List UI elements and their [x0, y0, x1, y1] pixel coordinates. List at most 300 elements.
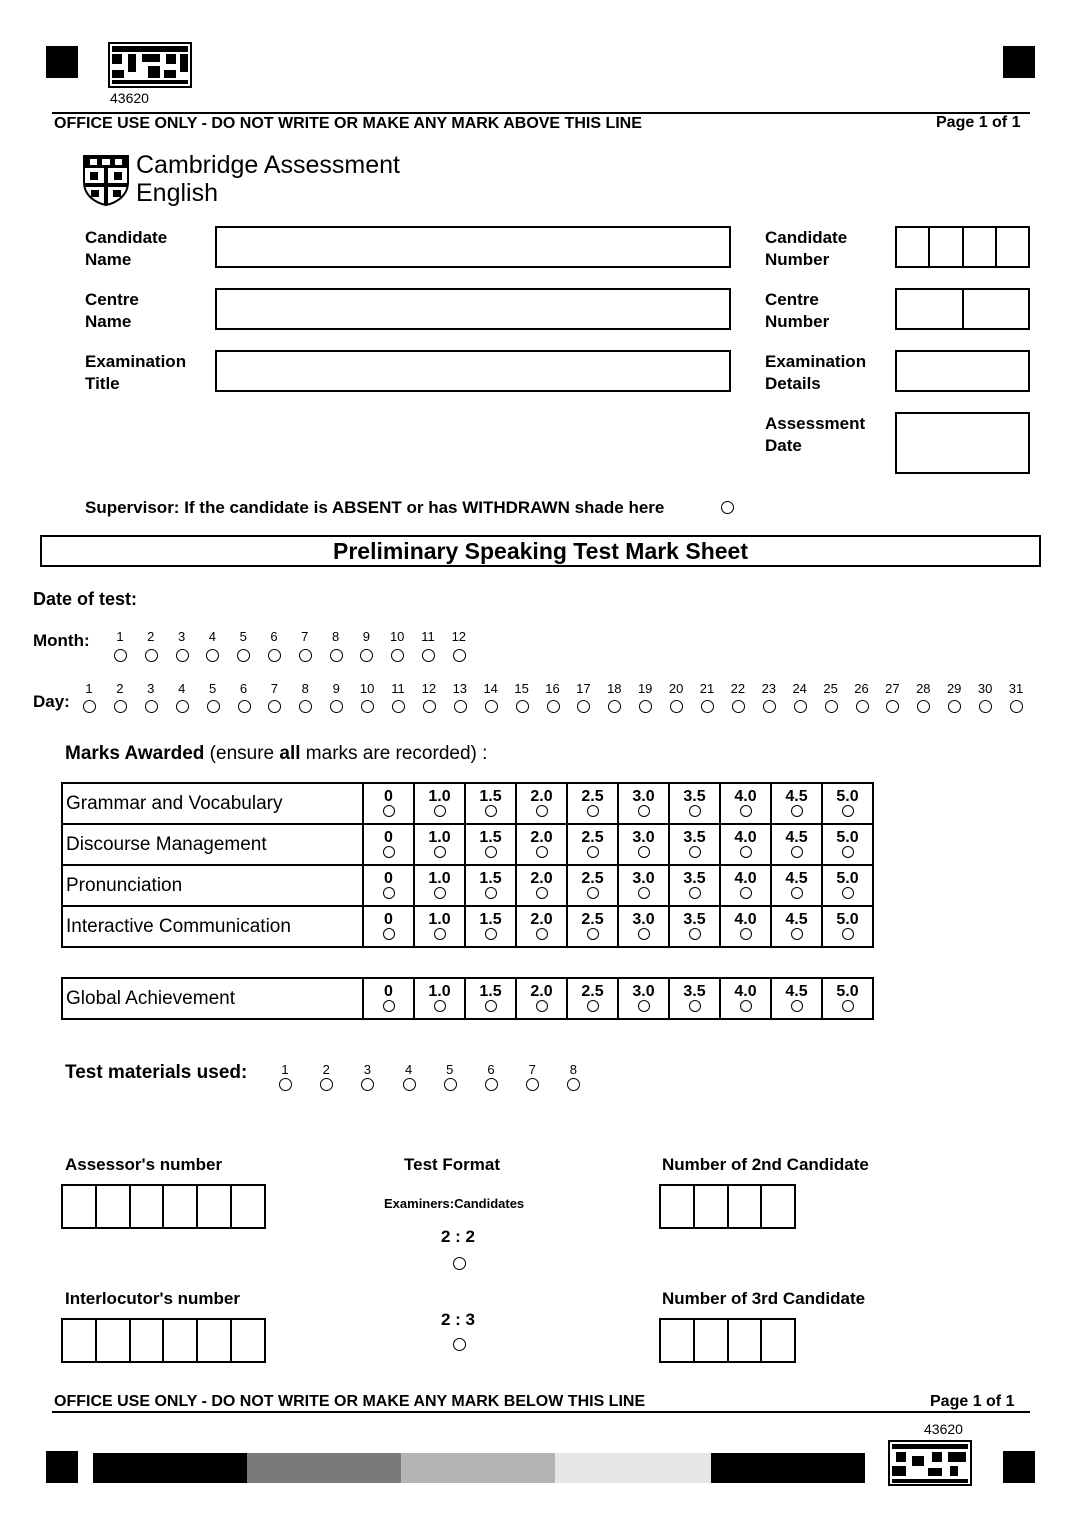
score-option[interactable] [567, 906, 618, 947]
score-option[interactable] [720, 824, 771, 865]
score-value: 5.0 [836, 983, 859, 1000]
score-option[interactable] [414, 978, 465, 1019]
score-option[interactable] [771, 865, 822, 906]
score-option[interactable] [414, 824, 465, 865]
global-achievement-row [62, 978, 873, 1019]
form-number-bottom: 43620 [924, 1421, 963, 1437]
score-bubble[interactable] [689, 846, 701, 858]
test-material-bubble[interactable] [444, 1078, 457, 1091]
candidate-name-label: Candidate Name [85, 228, 168, 269]
score-bubble[interactable] [485, 928, 497, 940]
day-bubble[interactable] [176, 700, 189, 713]
score-bubble[interactable] [689, 1000, 701, 1012]
score-bubble[interactable] [791, 887, 803, 899]
day-number: 14 [483, 681, 498, 696]
score-bubble[interactable] [689, 928, 701, 940]
candidate-name-field[interactable] [215, 226, 731, 268]
test-material-number: 5 [446, 1062, 454, 1077]
examiners-candidates-label: Examiners:Candidates [384, 1196, 525, 1211]
absent-withdrawn-bubble[interactable] [721, 501, 734, 514]
month-number: 3 [177, 629, 186, 644]
score-value: 1.0 [428, 788, 451, 805]
day-bubble[interactable] [299, 700, 312, 713]
score-bubble[interactable] [383, 928, 395, 940]
score-option[interactable] [414, 906, 465, 947]
score-value: 1.0 [428, 911, 451, 928]
day-number: 19 [637, 681, 653, 696]
score-bubble[interactable] [383, 846, 395, 858]
score-value: 2.0 [530, 983, 553, 1000]
score-option[interactable] [669, 906, 720, 947]
day-bubble[interactable] [917, 700, 930, 713]
score-value: 2.0 [530, 870, 553, 887]
score-bubble[interactable] [383, 805, 395, 817]
test-material-bubble[interactable] [279, 1078, 292, 1091]
top-office-line [52, 112, 1030, 114]
office-use-top-notice: OFFICE USE ONLY - DO NOT WRITE OR MAKE ANY MARK ABOVE THIS LINE [54, 115, 642, 132]
score-value: 3.5 [683, 983, 706, 1000]
day-number: 27 [885, 681, 900, 696]
score-option[interactable] [465, 824, 516, 865]
format-2-2-bubble[interactable] [453, 1257, 466, 1270]
score-option[interactable] [720, 906, 771, 947]
barcode-pattern-top [108, 42, 192, 88]
score-bubble[interactable] [791, 1000, 803, 1012]
score-option[interactable] [618, 783, 669, 824]
score-bubble[interactable] [842, 1000, 854, 1012]
score-value: 3.0 [632, 870, 655, 887]
score-bubble[interactable] [740, 1000, 752, 1012]
score-bubble[interactable] [689, 805, 701, 817]
day-number: 16 [545, 681, 560, 696]
score-option[interactable] [771, 906, 822, 947]
score-bubble[interactable] [689, 887, 701, 899]
day-number: 13 [452, 681, 468, 696]
logo-text-line1: Cambridge Assessment [136, 151, 401, 179]
third-candidate-number-field[interactable] [659, 1318, 796, 1363]
score-option[interactable] [414, 865, 465, 906]
day-number: 7 [270, 681, 278, 696]
score-value: 4.5 [785, 870, 808, 887]
score-option[interactable] [822, 824, 873, 865]
assessor-number-field[interactable] [61, 1184, 266, 1229]
score-option[interactable] [465, 783, 516, 824]
score-option[interactable] [618, 824, 669, 865]
day-bubble[interactable] [825, 700, 838, 713]
month-bubble[interactable] [268, 649, 281, 662]
test-material-number: 7 [528, 1062, 536, 1077]
bottom-office-line [52, 1411, 1030, 1413]
day-number: 6 [239, 681, 248, 696]
score-value: 4.5 [785, 911, 808, 928]
score-value: 2.5 [581, 788, 604, 805]
score-value: 3.0 [632, 911, 655, 928]
score-option[interactable] [618, 978, 669, 1019]
score-value: 2.0 [530, 788, 553, 805]
score-value: 3.5 [683, 829, 706, 846]
score-bubble[interactable] [587, 1000, 599, 1012]
score-option[interactable] [363, 824, 414, 865]
score-bubble[interactable] [791, 846, 803, 858]
score-bubble[interactable] [791, 805, 803, 817]
score-bubble[interactable] [587, 846, 599, 858]
global-achievement-table [61, 977, 874, 1020]
test-material-number: 6 [487, 1062, 495, 1077]
score-option[interactable] [822, 978, 873, 1019]
day-bubble[interactable] [979, 700, 992, 713]
day-number: 1 [85, 681, 93, 696]
criterion-label: Global Achievement [62, 978, 363, 1019]
criterion-row [62, 783, 873, 824]
examination-title-label: Examination Title [85, 352, 187, 393]
month-number: 5 [239, 629, 247, 644]
calibration-bar-black-2 [711, 1453, 865, 1483]
test-material-number: 3 [363, 1062, 371, 1077]
month-number: 1 [116, 629, 124, 644]
score-bubble[interactable] [638, 887, 650, 899]
day-number: 29 [946, 681, 962, 696]
score-option[interactable] [363, 865, 414, 906]
score-value: 3.5 [683, 911, 706, 928]
test-material-bubble[interactable] [526, 1078, 539, 1091]
assessment-date-field[interactable] [895, 412, 1030, 474]
candidate-number-field[interactable] [895, 226, 1030, 268]
score-option[interactable] [567, 783, 618, 824]
centre-number-field[interactable] [895, 288, 1030, 330]
score-option[interactable] [822, 906, 873, 947]
day-bubble[interactable] [268, 700, 281, 713]
examination-details-label: Examination Details [765, 352, 867, 393]
score-bubble[interactable] [587, 928, 599, 940]
score-value: 4.5 [785, 829, 808, 846]
month-number: 11 [421, 629, 435, 644]
score-bubble[interactable] [536, 1000, 548, 1012]
score-option[interactable] [720, 865, 771, 906]
day-number: 3 [147, 681, 155, 696]
day-number: 23 [761, 681, 777, 696]
third-candidate-label: Number of 3rd Candidate [662, 1289, 866, 1308]
month-bubble[interactable] [145, 649, 158, 662]
test-material-bubble[interactable] [320, 1078, 333, 1091]
score-option[interactable] [771, 783, 822, 824]
day-bubble[interactable] [547, 700, 560, 713]
day-number: 2 [116, 681, 124, 696]
cambridge-shield-icon [82, 154, 130, 206]
score-value: 1.5 [479, 829, 502, 846]
day-bubble[interactable] [670, 700, 683, 713]
day-bubble[interactable] [454, 700, 467, 713]
score-option[interactable] [516, 783, 567, 824]
score-value: 1.5 [479, 911, 502, 928]
score-bubble[interactable] [383, 887, 395, 899]
score-bubble[interactable] [485, 887, 497, 899]
score-value: 5.0 [836, 870, 859, 887]
day-bubble[interactable] [794, 700, 807, 713]
candidate-number-label: Candidate Number [765, 228, 848, 269]
criteria-marks-table [61, 782, 874, 948]
score-bubble[interactable] [434, 805, 446, 817]
score-option[interactable] [516, 978, 567, 1019]
calibration-bar-black-1 [93, 1453, 247, 1483]
registration-mark-bottom-left [46, 1451, 78, 1483]
score-option[interactable] [414, 783, 465, 824]
day-bubble[interactable] [886, 700, 899, 713]
score-bubble[interactable] [485, 805, 497, 817]
score-value: 4.5 [785, 788, 808, 805]
score-option[interactable] [720, 783, 771, 824]
score-option[interactable] [822, 865, 873, 906]
month-bubble[interactable] [422, 649, 435, 662]
assessor-number-label: Assessor's number [65, 1155, 223, 1174]
criterion-label: Grammar and Vocabulary [62, 783, 363, 824]
day-number: 28 [916, 681, 931, 696]
month-number: 4 [208, 629, 216, 644]
test-material-number: 8 [569, 1062, 577, 1077]
office-use-bottom-notice: OFFICE USE ONLY - DO NOT WRITE OR MAKE ANY MARK BELOW THIS LINE [54, 1393, 646, 1410]
test-material-bubble[interactable] [485, 1078, 498, 1091]
criterion-row [62, 824, 873, 865]
score-bubble[interactable] [842, 846, 854, 858]
day-bubble[interactable] [608, 700, 621, 713]
score-option[interactable] [567, 978, 618, 1019]
score-value: 0 [384, 983, 393, 1000]
day-bubble[interactable] [114, 700, 127, 713]
day-bubble[interactable] [701, 700, 714, 713]
test-material-bubble[interactable] [403, 1078, 416, 1091]
test-material-number: 1 [281, 1062, 289, 1077]
day-number: 30 [977, 681, 993, 696]
score-bubble[interactable] [842, 887, 854, 899]
form-number-top: 43620 [110, 90, 149, 106]
score-option[interactable] [516, 865, 567, 906]
score-bubble[interactable] [485, 1000, 497, 1012]
score-option[interactable] [465, 906, 516, 947]
month-bubble[interactable] [176, 649, 189, 662]
sheet-title: Preliminary Speaking Test Mark Sheet [40, 535, 1041, 567]
marks-awarded-heading: Marks Awarded (ensure all marks are recorded) : [65, 743, 488, 764]
score-option[interactable] [771, 824, 822, 865]
score-bubble[interactable] [383, 1000, 395, 1012]
score-option[interactable] [567, 824, 618, 865]
score-option[interactable] [669, 865, 720, 906]
day-bubble[interactable] [1010, 700, 1023, 713]
score-bubble[interactable] [638, 928, 650, 940]
score-value: 0 [384, 870, 393, 887]
day-number: 8 [301, 681, 309, 696]
score-bubble[interactable] [434, 887, 446, 899]
test-material-bubble[interactable] [361, 1078, 374, 1091]
month-number: 7 [301, 629, 309, 644]
score-bubble[interactable] [536, 887, 548, 899]
score-value: 2.0 [530, 829, 553, 846]
score-bubble[interactable] [536, 805, 548, 817]
score-option[interactable] [771, 978, 822, 1019]
score-bubble[interactable] [638, 846, 650, 858]
day-bubble[interactable] [732, 700, 745, 713]
score-option[interactable] [363, 978, 414, 1019]
score-option[interactable] [720, 978, 771, 1019]
day-bubble[interactable] [856, 700, 869, 713]
score-bubble[interactable] [485, 846, 497, 858]
test-material-number: 2 [322, 1062, 330, 1077]
day-bubble[interactable] [361, 700, 374, 713]
month-bubble[interactable] [237, 649, 250, 662]
score-bubble[interactable] [740, 846, 752, 858]
day-bubble[interactable] [577, 700, 590, 713]
month-number: 8 [331, 629, 340, 644]
score-option[interactable] [363, 783, 414, 824]
score-value: 1.5 [479, 870, 502, 887]
day-number: 5 [208, 681, 217, 696]
registration-mark-bottom-right [1003, 1451, 1035, 1483]
score-bubble[interactable] [434, 928, 446, 940]
day-number: 21 [699, 681, 715, 696]
score-value: 1.0 [428, 829, 451, 846]
score-value: 2.5 [581, 911, 604, 928]
score-bubble[interactable] [842, 805, 854, 817]
criterion-row [62, 865, 873, 906]
score-value: 5.0 [836, 788, 859, 805]
format-2-3-bubble[interactable] [453, 1338, 466, 1351]
test-material-bubble[interactable] [567, 1078, 580, 1091]
score-option[interactable] [669, 824, 720, 865]
score-option[interactable] [669, 978, 720, 1019]
day-bubble[interactable] [392, 700, 405, 713]
score-value: 0 [384, 829, 393, 846]
score-value: 0 [384, 911, 393, 928]
score-option[interactable] [363, 906, 414, 947]
score-option[interactable] [822, 783, 873, 824]
score-bubble[interactable] [740, 805, 752, 817]
second-candidate-number-field[interactable] [659, 1184, 796, 1229]
calibration-bar-mid-grey [401, 1453, 555, 1483]
day-bubble[interactable] [423, 700, 436, 713]
criterion-label: Discourse Management [62, 824, 363, 865]
month-bubble[interactable] [206, 649, 219, 662]
barcode-pattern-bottom [888, 1440, 972, 1486]
day-number: 25 [823, 681, 838, 696]
day-bubble[interactable] [238, 700, 251, 713]
page-indicator-bottom: Page 1 of 1 [930, 1393, 1015, 1410]
score-value: 3.0 [632, 983, 655, 1000]
day-number: 20 [668, 681, 684, 696]
day-bubble[interactable] [485, 700, 498, 713]
day-bubble[interactable] [639, 700, 652, 713]
score-bubble[interactable] [536, 846, 548, 858]
score-option[interactable] [567, 865, 618, 906]
score-option[interactable] [465, 865, 516, 906]
score-bubble[interactable] [791, 928, 803, 940]
calibration-bar-dark-grey [247, 1453, 401, 1483]
month-number: 9 [362, 629, 370, 644]
day-number: 18 [607, 681, 622, 696]
criterion-row [62, 906, 873, 947]
month-bubble[interactable] [330, 649, 343, 662]
score-option[interactable] [669, 783, 720, 824]
score-value: 5.0 [836, 911, 859, 928]
score-value: 0 [384, 788, 393, 805]
calibration-bar-light-grey [555, 1453, 711, 1483]
month-number: 12 [451, 629, 467, 644]
examination-title-field[interactable] [215, 350, 731, 392]
format-2-2-label: 2 : 2 [441, 1227, 476, 1246]
score-bubble[interactable] [740, 887, 752, 899]
centre-name-field[interactable] [215, 288, 731, 330]
score-value: 4.0 [734, 829, 757, 846]
day-bubble[interactable] [207, 700, 220, 713]
day-number: 15 [514, 681, 529, 696]
day-bubble[interactable] [330, 700, 343, 713]
test-materials-label: Test materials used: [65, 1062, 248, 1083]
supervisor-note: Supervisor: If the candidate is ABSENT or has WITHDRAWN shade here [85, 498, 665, 517]
score-bubble[interactable] [536, 928, 548, 940]
score-bubble[interactable] [740, 928, 752, 940]
registration-mark-top-right [1003, 46, 1035, 78]
day-bubble[interactable] [948, 700, 961, 713]
score-option[interactable] [465, 978, 516, 1019]
score-value: 2.5 [581, 829, 604, 846]
score-value: 4.0 [734, 788, 757, 805]
month-bubble[interactable] [453, 649, 466, 662]
test-format-label: Test Format [404, 1155, 501, 1174]
score-bubble[interactable] [587, 805, 599, 817]
score-value: 1.5 [479, 788, 502, 805]
month-bubble[interactable] [391, 649, 404, 662]
day-bubble[interactable] [516, 700, 529, 713]
score-bubble[interactable] [638, 805, 650, 817]
score-value: 5.0 [836, 829, 859, 846]
day-number: 26 [854, 681, 869, 696]
score-value: 4.5 [785, 983, 808, 1000]
examination-details-field[interactable] [895, 350, 1030, 392]
score-value: 4.0 [734, 911, 757, 928]
test-material-number: 4 [404, 1062, 413, 1077]
day-number: 17 [576, 681, 591, 696]
month-bubble[interactable] [360, 649, 373, 662]
centre-name-label: Centre Name [85, 290, 139, 331]
centre-number-label: Centre Number [765, 290, 830, 331]
score-bubble[interactable] [638, 1000, 650, 1012]
day-label: Day: [33, 692, 70, 711]
score-option[interactable] [516, 906, 567, 947]
criterion-label: Pronunciation [62, 865, 363, 906]
day-bubble[interactable] [83, 700, 96, 713]
assessment-date-label: Assessment Date [765, 414, 866, 455]
day-bubble[interactable] [763, 700, 776, 713]
score-bubble[interactable] [587, 887, 599, 899]
score-bubble[interactable] [842, 928, 854, 940]
day-number: 24 [792, 681, 807, 696]
score-value: 1.5 [479, 983, 502, 1000]
score-option[interactable] [618, 906, 669, 947]
score-bubble[interactable] [434, 1000, 446, 1012]
month-number: 10 [389, 629, 405, 644]
day-number: 4 [178, 681, 186, 696]
score-option[interactable] [618, 865, 669, 906]
score-value: 1.0 [428, 870, 451, 887]
month-bubble[interactable] [114, 649, 127, 662]
score-value: 3.0 [632, 788, 655, 805]
month-number: 2 [147, 629, 155, 644]
score-bubble[interactable] [434, 846, 446, 858]
score-option[interactable] [516, 824, 567, 865]
score-value: 3.5 [683, 870, 706, 887]
score-value: 2.5 [581, 870, 604, 887]
day-bubble[interactable] [145, 700, 158, 713]
month-bubble[interactable] [299, 649, 312, 662]
interlocutor-number-field[interactable] [61, 1318, 266, 1363]
score-value: 2.0 [530, 911, 553, 928]
